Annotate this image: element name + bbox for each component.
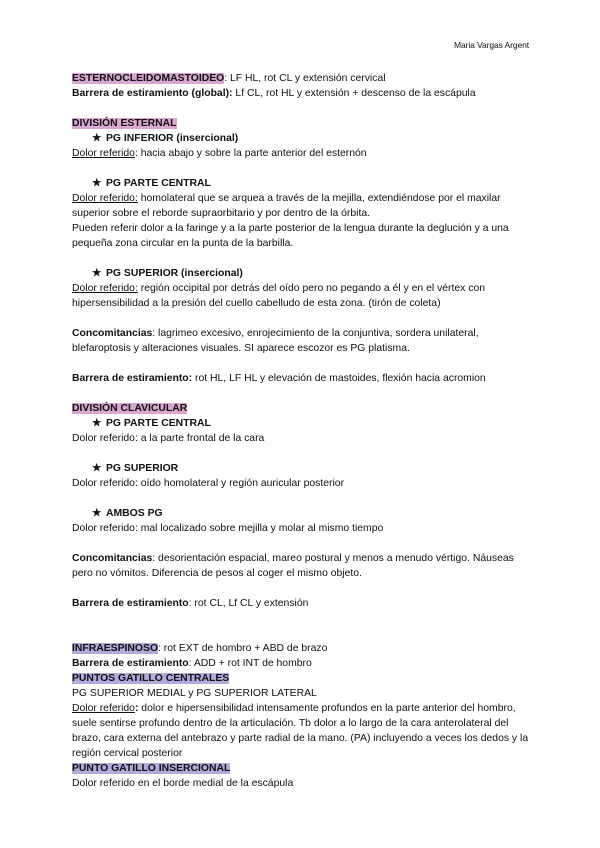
infra-central-title: PUNTOS GATILLO CENTRALES (72, 673, 230, 684)
clavicular-barrier (72, 596, 532, 611)
infra-central-desc (72, 701, 532, 761)
star-icon: ★ (92, 178, 102, 189)
esternal-pg2-title-text: PG PARTE CENTRAL (106, 178, 211, 189)
star-icon: ★ (92, 133, 102, 144)
esternal-pg3-label: Dolor referido: (72, 283, 138, 294)
esternal-conc-text: : lagrimeo excesivo, enrojecimiento de la conjuntiva, sordera unilateral, blefaroptosis y alteraciones visuales. SI aparece escozor es PG platisma. (72, 328, 479, 354)
infra-insercional-desc: Dolor referido en el borde medial de la escápula (72, 778, 294, 789)
infra-barrier (72, 656, 532, 671)
infra-central-colon: : (134, 703, 139, 714)
clavicular-conc-text: : desorientación espacial, mareo postural y menos a menudo vértigo. Náuseas pero no vómitos. Diferencia de pesos al coger el mismo objeto. (72, 553, 514, 579)
scm-title-rest: : LF HL, rot CL y extensión cervical (224, 73, 386, 84)
infra-heading (72, 641, 532, 656)
clavicular-pg1-title (72, 416, 532, 431)
infra-central-heading (72, 671, 532, 686)
clavicular-pg3-title-text: AMBOS PG (106, 508, 163, 519)
clavicular-heading (72, 401, 532, 416)
clavicular-pg3-desc: Dolor referido: mal localizado sobre mejilla y molar al mismo tiempo (72, 523, 384, 534)
esternal-barrier-label: Barrera de estiramiento: (72, 373, 193, 384)
esternal-heading (72, 116, 532, 131)
infra-central-text: dolor e hipersensibilidad intensamente profundos en la parte anterior del hombro, suele sentirse profundo dentro de la articulación. Tb dolor a lo largo de la cara anterolateral del brazo, cara externa del antebrazo y parte radial de la mano. (PA) incluyendo a veces los dedos y la región cervical posterior (72, 703, 529, 759)
esternal-pg2-desc2: Pueden referir dolor a la faringe y a la parte posterior de la lengua durante la deglución y a una pequeña zona circular en la punta de la barbilla. (72, 223, 509, 249)
esternal-pg2-text: homolateral que se arquea a través de la mejilla, extendiéndose por el maxilar superior sobre el reborde supraorbitario y por dentro de la órbita. (72, 193, 501, 219)
star-icon: ★ (92, 508, 102, 519)
esternal-conc-label: Concomitancias (72, 328, 153, 339)
infra-title: INFRAESPINOSO (72, 643, 159, 654)
infra-insercional-heading (72, 761, 532, 776)
esternal-pg1-text: : hacia abajo y sobre la parte anterior del esternón (134, 148, 367, 159)
author-name: Maria Vargas Argent (454, 40, 529, 50)
clavicular-concomitancias (72, 551, 532, 581)
scm-heading (72, 71, 532, 86)
scm-barrier-label: Barrera de estiramiento (global): (72, 88, 233, 99)
infra-central-label: Dolor referido (72, 703, 135, 714)
clavicular-conc-label: Concomitancias (72, 553, 153, 564)
document-body (72, 71, 532, 791)
clavicular-pg1-desc: Dolor referido: a la parte frontal de la cara (72, 433, 265, 444)
clavicular-pg2-desc: Dolor referido: oído homolateral y región auricular posterior (72, 478, 345, 489)
clavicular-barrier-text: : rot CL, Lf CL y extensión (188, 598, 309, 609)
infra-central-sub: PG SUPERIOR MEDIAL y PG SUPERIOR LATERAL (72, 688, 317, 699)
clavicular-pg3-title (72, 506, 532, 521)
scm-title: ESTERNOCLEIDOMASTOIDEO (72, 73, 225, 84)
scm-barrier (72, 86, 532, 101)
clavicular-pg2-title-text: PG SUPERIOR (106, 463, 179, 474)
esternal-pg1-title-text: PG INFERIOR (insercional) (106, 133, 239, 144)
star-icon: ★ (92, 463, 102, 474)
esternal-pg3-desc (72, 281, 532, 311)
star-icon: ★ (92, 268, 102, 279)
star-icon: ★ (92, 418, 102, 429)
esternal-pg3-title (72, 266, 532, 281)
esternal-pg1-desc (72, 146, 532, 161)
infra-barrier-text: : ADD + rot INT de hombro (188, 658, 312, 669)
esternal-pg3-title-text: PG SUPERIOR (insercional) (106, 268, 243, 279)
esternal-pg1-label: Dolor referido (72, 148, 135, 159)
clavicular-pg1-title-text: PG PARTE CENTRAL (106, 418, 211, 429)
clavicular-pg2-title (72, 461, 532, 476)
infra-ins-title: PUNTO GATILLO INSERCIONAL (72, 763, 231, 774)
esternal-barrier (72, 371, 532, 386)
esternal-concomitancias (72, 326, 532, 356)
esternal-pg2-title (72, 176, 532, 191)
scm-barrier-text: Lf CL, rot HL y extensión + descenso de la escápula (232, 88, 476, 99)
esternal-barrier-text: rot HL, LF HL y elevación de mastoides, flexión hacia acromion (192, 373, 486, 384)
esternal-pg1-title (72, 131, 532, 146)
esternal-pg3-text: región occipital por detrás del oído pero no pegando a él y en el vértex con hipersensibilidad a la presión del cuello cabelludo de esta zona. (tirón de coleta) (72, 283, 486, 309)
infra-title-rest: : rot EXT de hombro + ABD de brazo (158, 643, 328, 654)
clavicular-barrier-label: Barrera de estiramiento (72, 598, 189, 609)
esternal-title: DIVISIÓN ESTERNAL (72, 118, 177, 129)
esternal-pg2-label: Dolor referido: (72, 193, 138, 204)
esternal-pg2-desc (72, 191, 532, 221)
infra-barrier-label: Barrera de estiramiento (72, 658, 189, 669)
clavicular-title: DIVISIÓN CLAVICULAR (72, 403, 188, 414)
